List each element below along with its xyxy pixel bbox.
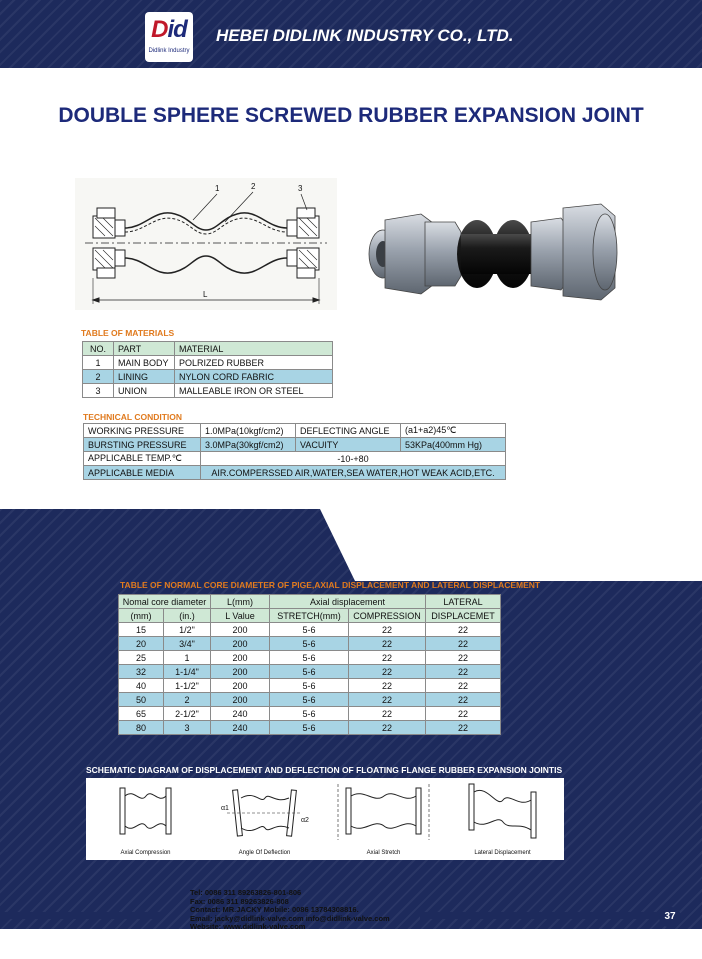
core-table-title: TABLE OF NORMAL CORE DIAMETER OF PIGE,AXIAL DISPLACEMENT AND LATERAL DISPLACEMENT: [120, 580, 541, 590]
axial-compression-figure: [86, 778, 205, 848]
table-cell: 5-6: [270, 721, 349, 735]
schematic-title: SCHEMATIC DIAGRAM OF DISPLACEMENT AND DEFLECTION OF FLOATING FLANGE RUBBER EXPANSION JOINTIS: [86, 765, 563, 775]
table-cell: APPLICABLE TEMP.℃: [84, 452, 201, 466]
table-cell: 1-1/4": [164, 665, 211, 679]
technical-table: [83, 423, 506, 480]
table-row: [83, 384, 333, 398]
table-header: Nomal core diameter: [119, 595, 211, 609]
table-header: (mm): [119, 609, 164, 623]
table-header: Axial displacement: [270, 595, 426, 609]
table-cell: 80: [119, 721, 164, 735]
table-row: [119, 679, 501, 693]
table-cell: 22: [426, 721, 501, 735]
footer-bar-left: [0, 912, 160, 919]
schematic-panel: [86, 778, 564, 860]
table-row: [83, 356, 333, 370]
table-cell: 5-6: [270, 637, 349, 651]
table-cell: 3/4": [164, 637, 211, 651]
table-header: STRETCH(mm): [270, 609, 349, 623]
caption-angle-deflection: Angle Of Deflection: [238, 850, 291, 856]
table-row: [119, 707, 501, 721]
table-header-row: [83, 342, 333, 356]
table-cell: 240: [211, 707, 270, 721]
table-cell: LINING: [114, 370, 175, 384]
contact-fax: Fax: 0086 311 89263826-808: [190, 896, 289, 906]
contact-person: Contact: MR.JACKY Mobile: 0086 13784308816.: [190, 905, 359, 915]
callout-3: 3: [298, 184, 303, 193]
table-header: NO.: [83, 342, 114, 356]
table-row: [84, 466, 506, 480]
page-number: 37: [659, 907, 681, 927]
table-cell: 3.0MPa(30kgf/cm2): [201, 438, 296, 452]
table-cell: 200: [211, 637, 270, 651]
table-row: [83, 370, 333, 384]
table-cell: 240: [211, 721, 270, 735]
table-cell: APPLICABLE MEDIA: [84, 466, 201, 480]
table-header: L(mm): [211, 595, 270, 609]
table-cell: WORKING PRESSURE: [84, 424, 201, 438]
contact-tel: Tel: 0086 311 89263826-801-806: [190, 888, 302, 897]
contact-block: [190, 889, 390, 932]
table-cell: 22: [349, 707, 426, 721]
table-cell: 5-6: [270, 651, 349, 665]
table-cell: 22: [426, 693, 501, 707]
callout-1: 1: [215, 184, 220, 193]
table-header: MATERIAL: [175, 342, 333, 356]
table-cell: 2: [164, 693, 211, 707]
angle-deflection-figure: [205, 778, 324, 848]
table-cell: 22: [349, 665, 426, 679]
table-cell: 53KPa(400mm Hg): [401, 438, 506, 452]
table-header: L Value: [211, 609, 270, 623]
table-cell: POLRIZED RUBBER: [175, 356, 333, 370]
table-cell: 50: [119, 693, 164, 707]
table-row: [119, 693, 501, 707]
table-cell: MAIN BODY: [114, 356, 175, 370]
table-row: [119, 637, 501, 651]
company-name: HEBEI DIDLINK INDUSTRY CO., LTD.: [216, 26, 514, 45]
table-cell: 2: [83, 370, 114, 384]
table-cell: 5-6: [270, 693, 349, 707]
table-header: LATERAL: [426, 595, 501, 609]
table-cell: 200: [211, 665, 270, 679]
footer-bar-right: [420, 912, 660, 919]
caption-lateral-displacement: Lateral Displacement: [474, 850, 531, 856]
schematic-lateral-displacement: [443, 778, 562, 860]
table-header-row: [119, 595, 501, 609]
lateral-displacement-figure: [443, 778, 562, 848]
table-cell: 200: [211, 651, 270, 665]
angle-label-a2: α2: [301, 817, 309, 824]
table-cell: 22: [349, 651, 426, 665]
table-row: [84, 438, 506, 452]
table-cell: 3: [83, 384, 114, 398]
table-cell: 22: [426, 665, 501, 679]
table-header-row: [119, 609, 501, 623]
table-cell: 22: [349, 623, 426, 637]
table-cell: 1.0MPa(10kgf/cm2): [201, 424, 296, 438]
logo-text: Did: [151, 16, 187, 43]
table-cell: MALLEABLE IRON OR STEEL: [175, 384, 333, 398]
table-header: COMPRESSION: [349, 609, 426, 623]
table-cell: 1: [164, 651, 211, 665]
company-logo: [145, 12, 193, 62]
table-cell: 200: [211, 693, 270, 707]
table-cell: 15: [119, 623, 164, 637]
table-cell: 1-1/2": [164, 679, 211, 693]
table-cell: 22: [349, 637, 426, 651]
schematic-axial-compression: [86, 778, 205, 860]
table-cell: 5-6: [270, 707, 349, 721]
table-cell: 22: [426, 623, 501, 637]
table-row: [119, 665, 501, 679]
table-cell: 5-6: [270, 679, 349, 693]
table-cell: 5-6: [270, 623, 349, 637]
table-header: (in.): [164, 609, 211, 623]
table-cell: 25: [119, 651, 164, 665]
caption-axial-stretch: Axial Stretch: [366, 850, 401, 856]
table-cell: 200: [211, 679, 270, 693]
table-row: [84, 452, 506, 466]
table-cell: 20: [119, 637, 164, 651]
caption-axial-compression: Axial Compression: [120, 850, 171, 856]
table-cell: 40: [119, 679, 164, 693]
table-cell: 1: [83, 356, 114, 370]
logo-subtext: Didlink Industry: [148, 48, 190, 54]
dimension-label: L: [203, 290, 208, 299]
table-cell: 200: [211, 623, 270, 637]
table-cell: (a1+a2)45℃: [401, 424, 506, 438]
materials-table: [82, 341, 333, 398]
materials-title: TABLE OF MATERIALS: [81, 328, 175, 338]
table-row: [84, 424, 506, 438]
table-cell: 22: [349, 679, 426, 693]
header-band: [0, 0, 702, 68]
table-cell: 22: [426, 679, 501, 693]
table-cell: AIR.COMPERSSED AIR,WATER,SEA WATER,HOT WEAK ACID,ETC.: [201, 466, 506, 480]
table-cell: UNION: [114, 384, 175, 398]
table-cell: 5-6: [270, 665, 349, 679]
technical-title: TECHNICAL CONDITION: [83, 412, 183, 422]
table-cell: 22: [349, 693, 426, 707]
table-row: [119, 721, 501, 735]
table-cell: 2-1/2": [164, 707, 211, 721]
table-cell: VACUITY: [296, 438, 401, 452]
axial-stretch-figure: [324, 778, 443, 848]
angle-label-a1: α1: [221, 805, 229, 812]
table-cell: -10-+80: [201, 452, 506, 466]
table-row: [119, 623, 501, 637]
table-cell: 22: [349, 721, 426, 735]
table-cell: 3: [164, 721, 211, 735]
table-cell: 32: [119, 665, 164, 679]
table-row: [119, 651, 501, 665]
page-title: DOUBLE SPHERE SCREWED RUBBER EXPANSION JOINT: [58, 104, 644, 127]
table-cell: 22: [426, 707, 501, 721]
table-cell: BURSTING PRESSURE: [84, 438, 201, 452]
table-cell: 22: [426, 637, 501, 651]
table-cell: 22: [426, 651, 501, 665]
schematic-axial-stretch: [324, 778, 443, 860]
table-cell: 65: [119, 707, 164, 721]
schematic-angle-deflection: [205, 778, 324, 860]
technical-drawing: [75, 178, 337, 310]
core-diameter-table: [118, 594, 501, 735]
table-header: DISPLACEMET: [426, 609, 501, 623]
table-cell: NYLON CORD FABRIC: [175, 370, 333, 384]
callout-2: 2: [251, 182, 256, 191]
contact-email: Email: jacky@didlink-valve.com info@didlink-valve.com: [190, 913, 390, 923]
table-header: PART: [114, 342, 175, 356]
table-cell: DEFLECTING ANGLE: [296, 424, 401, 438]
product-photo: [365, 196, 622, 312]
table-cell: 1/2": [164, 623, 211, 637]
contact-website: Website: www.didlink-valve.com: [190, 922, 306, 932]
